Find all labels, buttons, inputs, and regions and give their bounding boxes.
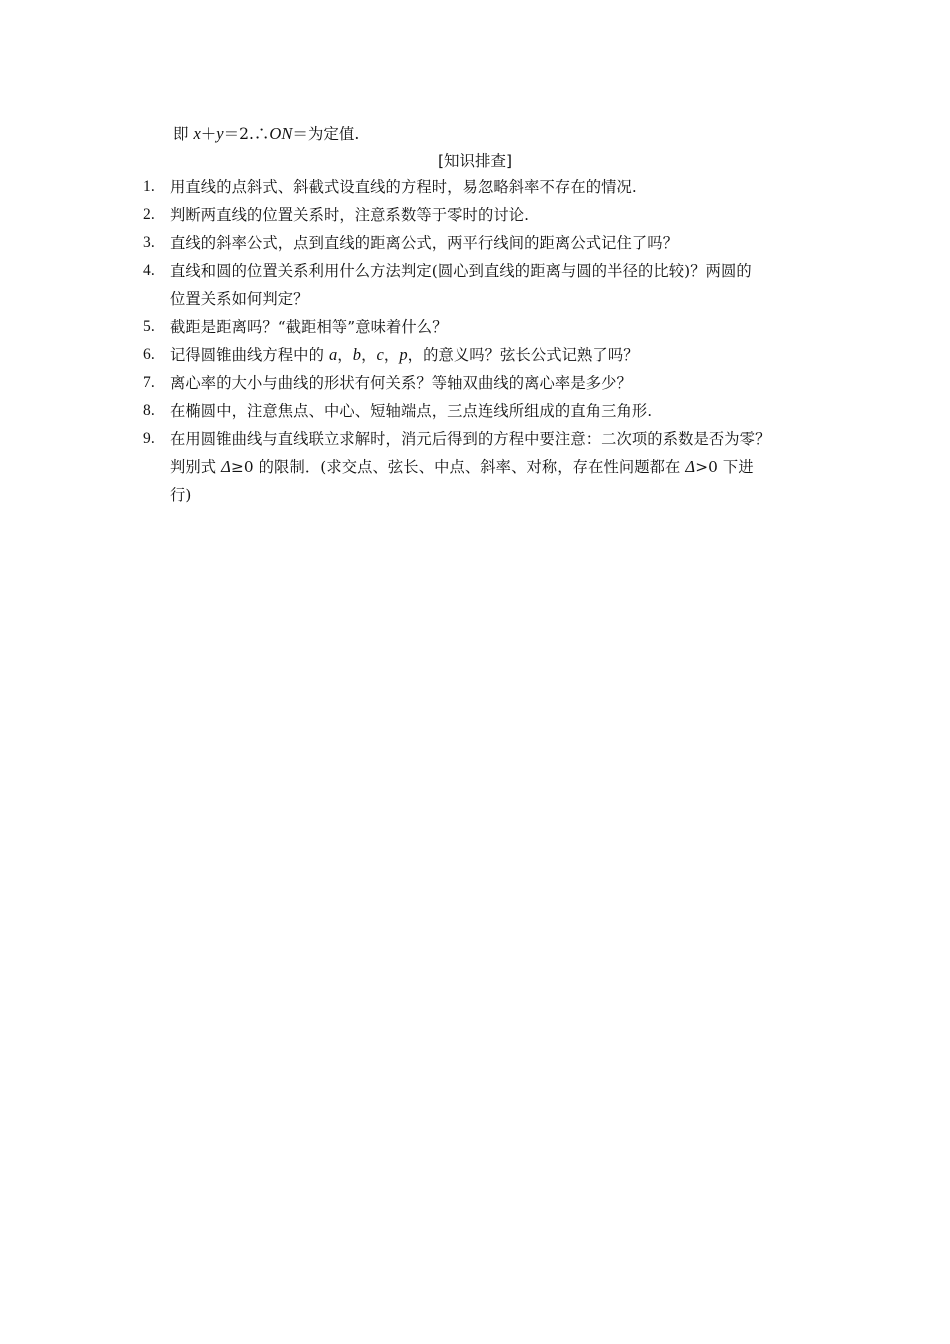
item-text-line-3: 行) <box>170 486 192 504</box>
item-number: 7. <box>143 374 155 391</box>
item-number: 3. <box>143 234 155 251</box>
list-item-1 <box>143 173 843 201</box>
delta-symbol: Δ <box>685 457 696 476</box>
text-segment: 记得圆锥曲线方程中的 <box>170 346 329 364</box>
item-number: 5. <box>143 318 155 335</box>
item-number: 1. <box>143 178 155 195</box>
item-text: 在椭圆中，注意焦点、中心、短轴端点，三点连线所组成的直角三角形. <box>170 402 653 420</box>
section-title: [知识排查] <box>437 152 513 170</box>
list-item-2 <box>143 201 843 229</box>
equals-two: ＝2.∴ <box>223 125 270 143</box>
var-b: b <box>352 345 362 364</box>
intro-suffix: ＝为定值. <box>292 125 360 143</box>
var-x: x <box>193 124 201 143</box>
item-number: 9. <box>143 430 155 447</box>
separator: ， <box>337 346 353 364</box>
text-segment: 判别式 <box>170 458 222 476</box>
item-text: 离心率的大小与曲线的形状有何关系？等轴双曲线的离心率是多少？ <box>170 374 632 392</box>
var-c: c <box>376 345 384 364</box>
text-segment: ≥0 的限制．(求交点、弦长、中点、斜率、对称，存在性问题都在 <box>230 458 686 476</box>
item-text: 直线的斜率公式，点到直线的距离公式，两平行线间的距离公式记住了吗？ <box>170 234 679 252</box>
item-number: 4. <box>143 262 155 279</box>
var-a: a <box>328 345 338 364</box>
item-text-line-2: 位置关系如何判定？ <box>170 290 309 308</box>
text-segment: ，的意义吗？弦长公式记熟了吗？ <box>407 346 639 364</box>
list-item-9 <box>143 425 843 509</box>
var-p: p <box>399 345 408 364</box>
item-text: 判断两直线的位置关系时，注意系数等于零时的讨论. <box>170 206 530 224</box>
intro-prefix: 即 <box>173 125 194 143</box>
item-number: 8. <box>143 402 155 419</box>
list-item-6 <box>143 341 843 369</box>
var-on: ON <box>269 124 293 143</box>
list-item-8 <box>143 397 843 425</box>
item-text-line-1: 在用圆锥曲线与直线联立求解时，消元后得到的方程中要注意：二次项的系数是否为零？ <box>170 430 771 448</box>
item-text <box>170 341 843 369</box>
item-text: 截距是距离吗？“截距相等”意味着什么？ <box>170 318 448 336</box>
list-item-3 <box>143 229 843 257</box>
intro-conclusion-line <box>173 122 359 146</box>
list-item-4 <box>143 257 843 313</box>
list-item-5 <box>143 313 843 341</box>
item-number: 2. <box>143 206 155 223</box>
text-segment: >0 下进 <box>695 458 754 476</box>
knowledge-checklist <box>143 173 843 509</box>
separator: ， <box>361 346 377 364</box>
var-y: y <box>216 124 224 143</box>
item-text-line-2 <box>170 453 843 481</box>
delta-symbol: Δ <box>221 457 231 476</box>
item-number: 6. <box>143 346 155 363</box>
item-text: 用直线的点斜式、斜截式设直线的方程时，易忽略斜率不存在的情况. <box>170 178 637 196</box>
separator: ， <box>383 346 400 364</box>
item-text-line-1: 直线和圆的位置关系利用什么方法判定(圆心到直线的距离与圆的半径的比较)？两圆的 <box>170 262 752 280</box>
plus-sign: ＋ <box>200 125 217 143</box>
list-item-7 <box>143 369 843 397</box>
